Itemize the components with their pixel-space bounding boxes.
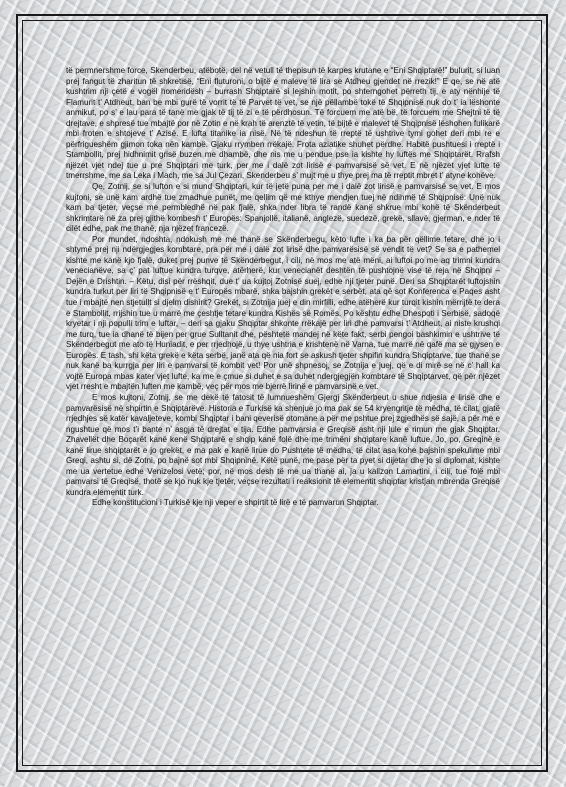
paragraph-2: Qe, Zotnij, se si lufton e si mund Shqiptari, kur të jetë puna per me i dalë zot lirisë e pamvarsisë se vet. E mos kujtoni, se unë kam ardhë tue zmadhue punët, me qellim që me kthye mendjen tuej në ndihmë të Shqipnisë: Unë nuk kam ba tjeter, veçse me permbledhë në pak fjalë, shka nder libra të randë kanë shkrue mbi kohë të Skënderbeut shkrimtarë në za prej gjithë kombesh t’ Europës: Spanjollë, italianë, anglezë, suedezë, grekë, sllavë, gjerman, e nder të cilët edhe, pak me thanë, nja njëzet francezë. <box>66 182 500 234</box>
document-body <box>66 66 500 509</box>
paragraph-4: E mos kujtoni, Zotnij, se me dekë të fatosit të lumnueshëm Gjergj Skënderbeut u shue ndjesia e lirisë dhe e pamvarësisë në shpirtin e Shqiptarëve. Historia e Turkisë ka shenjue jo ma pak se 54 kryengritje të mëdha, të cilat, gjatë rrjedhjes së katër kavaljeteve, kombi Shqiptar i bani qeverisë otomane a për me pshtue prej zgjedhës së sajë, a për me e ngushtue që mos t’i bante n’ asgja të drejtat e tija. Edhe pamvarsia e Greqisë asht nji lule e rimun me gjak Shqiptar. Zhavellët dhe Boçarët kanë kenë Shqiptarë e shqip kanë folë dhe me trimëni shqiptare kanë luftue. Jo, po, Greqinë e kanë lirue shqiptarët e jo grekët, e ma pak e kanë lirue do Pushtete të mëdha, të cilat asa kohe bajshin spekulime mbi Greqi, ashtu si, dë Zotni, po bajnë sot mbi Shqipninë. Këtë punë, me pase për ta pyet si dijetar dhe jo si diplomat, kishte me ua vertetue edhe Venizelosi vetë; por, në mos desh të me ua thanë ai, ja u kallzon Lamartini, i cili, tue folë mbi pamvarsi të Greqisë, thotë se kjo nuk kje tjetër, veçse rezultati i reaksionit të elementit shqiptar kristjan mbrenda Greqisë kundra elementit turk. <box>66 392 500 497</box>
paragraph-1: të permnershme force, Skenderbeu, atëbotë, del në vetull të thepisun të karpes krutane e “Eni Shqiptarë!” bulurit, si luan prej fangut të zharitun të shkretisë, “Eni fluturoni, o bijtë e maleve të lira se Atdheu gjendet në rrezik!” E qe, se në atë kushtrim nji çetë e vogël homeridësh – burrash Shqiptarë si lejshin motit, po shterngohet përreth tij, e aty nënhije të Flamurit t’ Atdheut, ban be mbi gurë të vorrit të të Parvet të vet, se një pëllambë tokë të Shqipnisë nuk do t’ ia lëshonte anmikut, po s’ e lau para të tanë me gjak të tij të zi e të përdhosun. Të forcuem me atë bë, të forcuem me Shejtni të të drejtave, e shpresë tue mbajtë por në Zotin e në krah të arenztë të vetin, të bijtë e malevet të Shqipnisë lëshohen fulikarë mbi froten e shtojeve t’ Azisë. E lufta titanike ia nisë. Në të ndeshun të rreptë të ushtrive tymi gohet deri mbi re e përfrigueshëm gjimon toka nën kambë. Gjaku rrymben rrëkajë. Frota aziatike shuhet përdhe. Habitë pushtuesi i rreptë i Stambollit, prej hidhnimit grisë buzen me dhambë, dhe nis me u pendue pse ia kishte hy luftës me Shqiptarët. Rrafsh njëzet vjet ndej tue u pre Shqiptari me turk, per me i dalë zot lirisë e pamvarsisë së vet. E në njëzet vjet lufte të tmerrshme, me sa Leka i Mach, me sa Jul Çezari, Skenderbeu s’ mujt me u thye prej ma të rreptit mbret t’ atyne kohëve. <box>66 66 500 181</box>
paragraph-3: Por mundet, ndoshta, ndokush me me thanë se Skënderbegu, këto lufte i ka ba për qëllime fetare, dhe jo i shtymë prej nji ndërgjegjes kombtare, pra për me i dalë zot lirisë dhe pamvarësisë së vendit të vet? Se sa e pathemel kishte me kanë kjo fjalë, duket prej punve të Skënderbegut, i cili, në mos me atë mëni, ai luftoi po me aq trimni kundra venecianëve, sa ç’ pat luftue kundra turqve, atërherë, kur venecianët deshtën të pushtojnë vise të reja në Shqipni – Dejën e Drishtin. – Këtu, disi për rrëshqit, due t’ ua kujtoj Zotnisë suej, edhe nji tjeter punë. Deri sa Shqiptarët luftojshin kundra turkut per liri të Shqipnisë e t’ Europës mbarë, shka bajshin grekët e serbët, ata që sot Konferenca e Paqes asht tue i mbajtë nen stjetullt si djelm dishirit? Grekët, si Zotnija juej e din mirfilli, edhe atëherë kur turqit kishin mërrijtë te dera e Stambollit, rrijshin tue u marrë me çeshtje fetare kundra Kishës së Romës. Po kështu edhe Dhespoti i Serbisë, sadoqë kryetar i nji populli trim e luftar, – deri sa gjaku Shqiptar shkonte rrëkajë per liri dhe pamvarsi t’ Atdheut, ai niste krushqi me turq, tue ia dhanë të bijen per grue Sulltanit dhe, pështetë mandej në këte fakt, serbi pengoi bashkimin e ushtrive të Skënderbegut me ato të Huniadit, e per rrjedhojë, u thye ushtria e krishtenë në Varna, tue marrë në qafë ma se gjysen e Europës. E tash, shi këta grekë e këta serbë, janë ata që nia fort se askush tjeter shpifin kundra Shqiptarve, tue thanë se nuk kanë ba kurrgja per liri e pamvarsi të kombit vet! Por unë shpnesoj, se Zotnija e juej, që e di mirë se në c’ hall ka vojtë Europa mbas kater vjet lufte, ka me e çmue si duhet e sa duhet ndergjegjën kombtare të Shqiptarvet, që për njëzet vjet rresht e mbajtën luften me kambë, veç për mos me bjerrë lirinë e pamvarsinë e vet. <box>66 234 500 392</box>
paragraph-5: Edhe konstitucioni i Turkisë kje nji veper e shpirtit të lirë e të pamvarun Shqiptar. <box>92 498 379 508</box>
